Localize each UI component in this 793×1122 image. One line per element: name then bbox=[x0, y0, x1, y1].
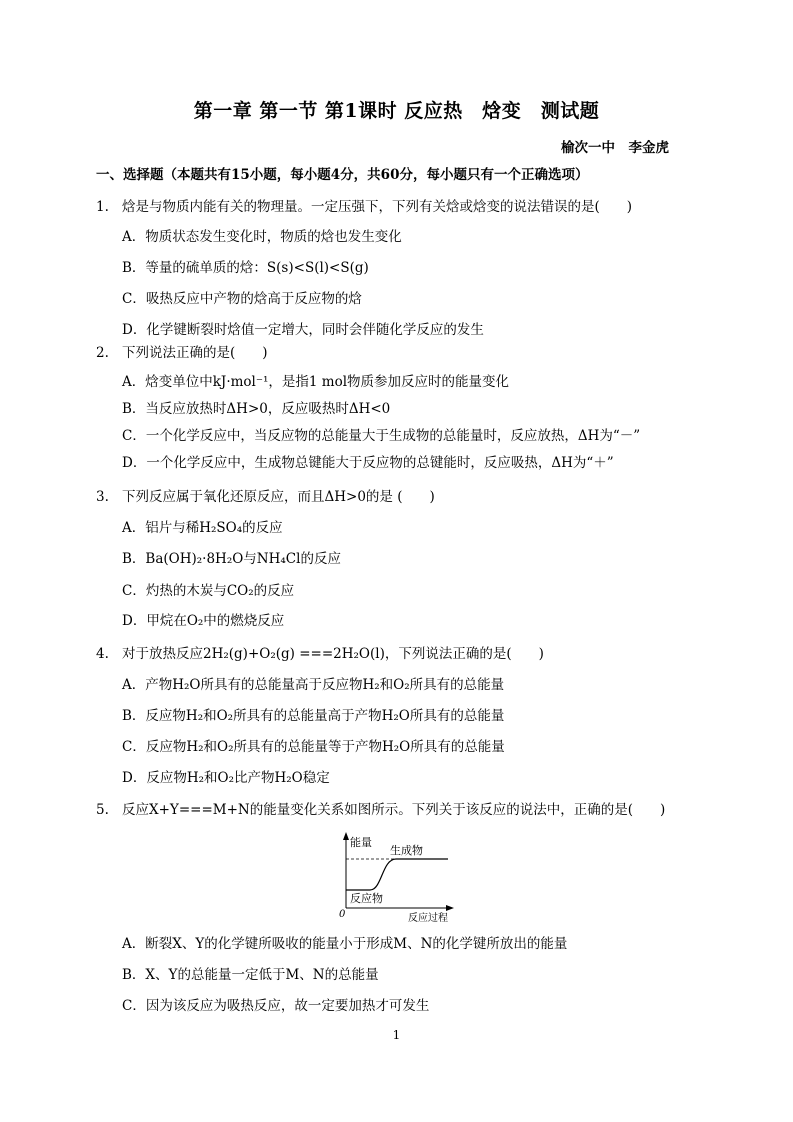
y-axis-label: 能量 bbox=[350, 836, 372, 849]
option: A．铝片与稀H₂SO₄的反应 bbox=[122, 520, 283, 536]
question-number: 3. bbox=[96, 489, 109, 505]
option: B．反应物H₂和O₂所具有的总能量高于产物H₂O所具有的总能量 bbox=[122, 708, 505, 724]
energy-diagram-svg bbox=[330, 832, 460, 922]
reactant-label: 反应物 bbox=[350, 892, 383, 905]
question-number: 2. bbox=[96, 345, 109, 361]
author-line: 榆次一中 李金虎 bbox=[561, 140, 669, 156]
option: A．焓变单位中kJ·mol⁻¹，是指1 mol物质参加反应时的能量变化 bbox=[122, 374, 510, 390]
question-stem: 对于放热反应2H₂(g)+O₂(g) ===2H₂O(l)，下列说法正确的是( ) bbox=[122, 646, 544, 662]
page-number: 1 bbox=[392, 1028, 401, 1042]
option: D．反应物H₂和O₂比产物H₂O稳定 bbox=[122, 770, 330, 786]
option: C．吸热反应中产物的焓高于反应物的焓 bbox=[122, 291, 362, 307]
option: B．Ba(OH)₂·8H₂O与NH₄Cl的反应 bbox=[122, 551, 341, 567]
x-axis-arrow bbox=[446, 905, 454, 911]
question-stem: 下列反应属于氧化还原反应，而且ΔH>0的是 ( ) bbox=[122, 489, 435, 505]
option: D．化学键断裂时焓值一定增大，同时会伴随化学反应的发生 bbox=[122, 322, 484, 338]
product-label: 生成物 bbox=[390, 844, 423, 857]
x-axis-label: 反应过程 bbox=[408, 913, 448, 922]
option: B．等量的硫单质的焓：S(s)<S(l)<S(g) bbox=[122, 260, 369, 276]
option: C．反应物H₂和O₂所具有的总能量等于产物H₂O所具有的总能量 bbox=[122, 739, 505, 755]
question-stem: 反应X+Y===M+N的能量变化关系如图所示。下列关于该反应的说法中，正确的是( ) bbox=[122, 802, 666, 818]
option: D．甲烷在O₂中的燃烧反应 bbox=[122, 613, 285, 629]
question-number: 4. bbox=[96, 646, 109, 662]
page-title: 第一章 第一节 第1课时 反应热 焓变 测试题 bbox=[193, 100, 600, 122]
question-stem: 下列说法正确的是( ) bbox=[122, 345, 268, 361]
energy-diagram bbox=[330, 832, 460, 922]
option: C．一个化学反应中，当反应物的总能量大于生成物的总能量时，反应放热，ΔH为“－” bbox=[122, 428, 641, 444]
energy-curve bbox=[346, 859, 448, 890]
section-heading: 一、选择题（本题共有15小题，每小题4分，共60分，每小题只有一个正确选项） bbox=[96, 167, 589, 183]
question-number: 1. bbox=[96, 199, 109, 215]
option: D．一个化学反应中，生成物总键能大于反应物的总键能时，反应吸热，ΔH为“＋” bbox=[122, 455, 614, 471]
question-stem: 焓是与物质内能有关的物理量。一定压强下，下列有关焓或焓变的说法错误的是( ) bbox=[122, 199, 633, 215]
option: C．灼热的木炭与CO₂的反应 bbox=[122, 583, 295, 599]
option: A．断裂X、Y的化学键所吸收的能量小于形成M、N的化学键所放出的能量 bbox=[122, 936, 568, 952]
question-number: 5. bbox=[96, 802, 109, 818]
option: C．因为该反应为吸热反应，故一定要加热才可发生 bbox=[122, 998, 430, 1014]
option: A．物质状态发生变化时，物质的焓也发生变化 bbox=[122, 229, 402, 245]
origin-label: 0 bbox=[339, 909, 346, 920]
y-axis-arrow bbox=[343, 832, 349, 840]
option: A．产物H₂O所具有的总能量高于反应物H₂和O₂所具有的总能量 bbox=[122, 677, 505, 693]
option: B．X、Y的总能量一定低于M、N的总能量 bbox=[122, 967, 379, 983]
option: B．当反应放热时ΔH>0，反应吸热时ΔH<0 bbox=[122, 401, 391, 417]
